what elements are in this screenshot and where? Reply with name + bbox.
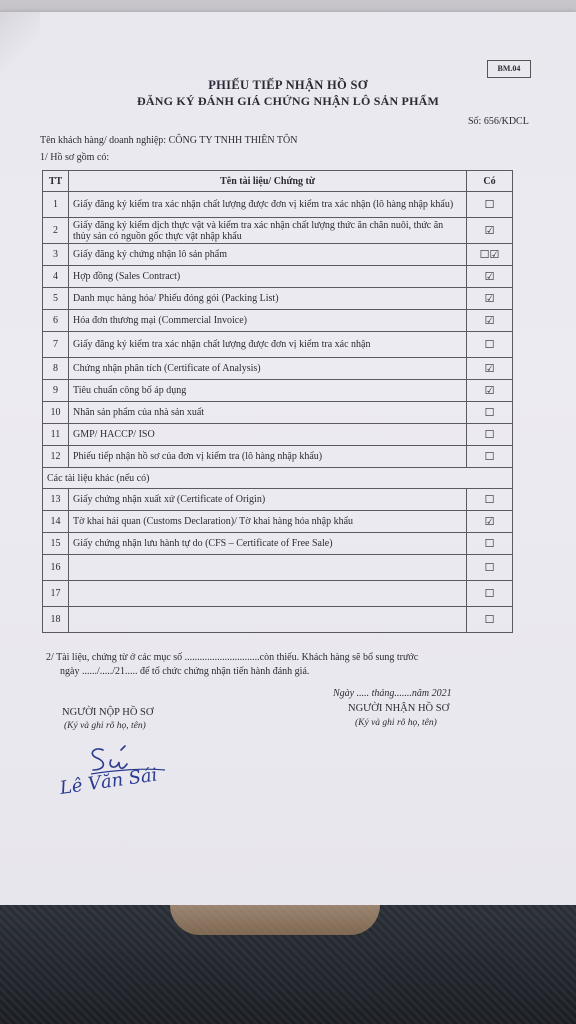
- note-line-2: ngày ....../...../21..... để tổ chức chứng nhận tiến hành đánh giá.: [60, 666, 310, 677]
- header-co: Có: [467, 171, 513, 192]
- row-number: 14: [43, 511, 69, 533]
- form-code: BM.04: [487, 60, 531, 78]
- table-row: [43, 424, 513, 446]
- row-checkbox[interactable]: ☐: [467, 424, 513, 446]
- row-checkbox[interactable]: ☑: [467, 358, 513, 380]
- row-number: 6: [43, 310, 69, 332]
- row-document-name: Giấy đăng ký kiểm tra xác nhận chất lượng được đơn vị kiểm tra xác nhận: [69, 332, 467, 358]
- row-checkbox[interactable]: ☐: [467, 402, 513, 424]
- row-number: 12: [43, 446, 69, 468]
- row-number: 18: [43, 607, 69, 633]
- missing-documents-note: [46, 651, 566, 679]
- table-row: [43, 581, 513, 607]
- customer-line: Tên khách hàng/ doanh nghiệp: CÔNG TY TNHH THIÊN TÔN: [40, 135, 298, 146]
- row-number: 15: [43, 533, 69, 555]
- row-checkbox[interactable]: ☐: [467, 607, 513, 633]
- table-row: [43, 332, 513, 358]
- row-number: 2: [43, 218, 69, 244]
- table-row: [43, 446, 513, 468]
- row-document-name: Giấy chứng nhận xuất xứ (Certificate of Origin): [69, 489, 467, 511]
- row-document-name: Danh mục hàng hóa/ Phiếu đóng gói (Packing List): [69, 288, 467, 310]
- table-row: [43, 607, 513, 633]
- receiver-subtitle: (Ký và ghi rõ họ, tên): [355, 718, 437, 728]
- row-number: 17: [43, 581, 69, 607]
- header-tt: TT: [43, 171, 69, 192]
- table-row: [43, 533, 513, 555]
- row-number: 11: [43, 424, 69, 446]
- submitter-subtitle: (Ký và ghi rõ họ, tên): [64, 721, 146, 731]
- row-number: 8: [43, 358, 69, 380]
- table-row: [43, 288, 513, 310]
- table-row: [43, 489, 513, 511]
- table-row: [43, 380, 513, 402]
- row-document-name: [69, 581, 467, 607]
- row-number: 7: [43, 332, 69, 358]
- title-line-2: ĐĂNG KÝ ĐÁNH GIÁ CHỨNG NHẬN LÔ SẢN PHẨM: [136, 94, 440, 108]
- row-checkbox[interactable]: ☐☑: [467, 244, 513, 266]
- row-number: 13: [43, 489, 69, 511]
- table-row: [43, 402, 513, 424]
- table-row: [43, 218, 513, 244]
- table-row: [43, 244, 513, 266]
- row-number: 3: [43, 244, 69, 266]
- row-document-name: Phiếu tiếp nhận hồ sơ của đơn vị kiểm tra (lô hàng nhập khẩu): [69, 446, 467, 468]
- title-line-1: PHIẾU TIẾP NHẬN HỒ SƠ: [208, 78, 368, 92]
- row-checkbox[interactable]: ☑: [467, 310, 513, 332]
- row-document-name: Giấy đăng ký kiểm tra xác nhận chất lượng được đơn vị kiểm tra xác nhận (lô hàng nhập khẩu): [69, 192, 467, 218]
- row-document-name: Tờ khai hải quan (Customs Declaration)/ Tờ khai hàng hóa nhập khẩu: [69, 511, 467, 533]
- row-document-name: GMP/ HACCP/ ISO: [69, 424, 467, 446]
- table-row: [43, 358, 513, 380]
- table-row: [43, 310, 513, 332]
- other-documents-label: Các tài liệu khác (nếu có): [43, 468, 513, 489]
- submitter-title: NGƯỜI NỘP HỒ SƠ: [62, 707, 154, 718]
- documents-table: [42, 170, 513, 633]
- row-document-name: Tiêu chuẩn công bố áp dụng: [69, 380, 467, 402]
- row-number: 4: [43, 266, 69, 288]
- receiver-title: NGƯỜI NHẬN HỒ SƠ: [348, 703, 450, 714]
- page-corner: [0, 12, 40, 82]
- section-row-other-documents: [43, 468, 513, 489]
- header-name: Tên tài liệu/ Chứng từ: [69, 171, 467, 192]
- row-document-name: Giấy đăng ký chứng nhận lô sản phẩm: [69, 244, 467, 266]
- row-checkbox[interactable]: ☑: [467, 511, 513, 533]
- row-document-name: [69, 607, 467, 633]
- background-object: [170, 905, 380, 935]
- row-checkbox[interactable]: ☑: [467, 380, 513, 402]
- table-header: [43, 171, 513, 192]
- row-checkbox[interactable]: ☑: [467, 218, 513, 244]
- row-document-name: Hóa đơn thương mại (Commercial Invoice): [69, 310, 467, 332]
- note-line-1: 2/ Tài liệu, chứng từ ở các mục số ..............................còn thiếu. Khách hàng sẽ bổ sung trước: [46, 652, 419, 663]
- table-row: [43, 555, 513, 581]
- row-checkbox[interactable]: ☐: [467, 581, 513, 607]
- row-number: 9: [43, 380, 69, 402]
- row-document-name: Giấy chứng nhận lưu hành tự do (CFS – Certificate of Free Sale): [69, 533, 467, 555]
- row-document-name: Hợp đồng (Sales Contract): [69, 266, 467, 288]
- row-number: 5: [43, 288, 69, 310]
- row-document-name: Chứng nhận phân tích (Certificate of Analysis): [69, 358, 467, 380]
- row-document-name: Giấy đăng ký kiểm dịch thực vật và kiểm tra xác nhận chất lượng thức ăn chăn nuôi, thức ăn thủy sản có nguồn gốc thực vật nhập khẩu: [69, 218, 467, 244]
- row-document-name: [69, 555, 467, 581]
- signature-date: Ngày ..... tháng.......năm 2021: [333, 688, 452, 699]
- row-document-name: Nhãn sản phẩm của nhà sản xuất: [69, 402, 467, 424]
- row-number: 10: [43, 402, 69, 424]
- row-checkbox[interactable]: ☐: [467, 192, 513, 218]
- table-row: [43, 192, 513, 218]
- row-checkbox[interactable]: ☐: [467, 555, 513, 581]
- signer-name: Lê Văn Sái: [58, 764, 159, 799]
- row-checkbox[interactable]: ☐: [467, 489, 513, 511]
- table-row: [43, 511, 513, 533]
- table-row: [43, 266, 513, 288]
- document-number: Số: 656/KDCL: [468, 116, 529, 127]
- row-checkbox[interactable]: ☑: [467, 266, 513, 288]
- row-checkbox[interactable]: ☐: [467, 533, 513, 555]
- row-checkbox[interactable]: ☑: [467, 288, 513, 310]
- row-checkbox[interactable]: ☐: [467, 332, 513, 358]
- row-number: 16: [43, 555, 69, 581]
- row-checkbox[interactable]: ☐: [467, 446, 513, 468]
- row-number: 1: [43, 192, 69, 218]
- section-1-label: 1/ Hồ sơ gồm có:: [40, 152, 110, 163]
